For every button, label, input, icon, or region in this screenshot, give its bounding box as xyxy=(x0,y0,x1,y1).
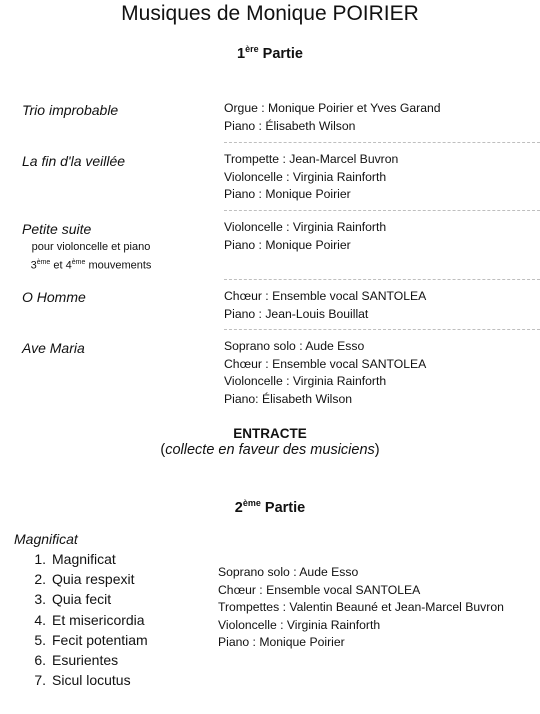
movement-list xyxy=(14,549,148,690)
performer-line: Piano : Monique Poirier xyxy=(218,635,345,649)
list-item: 1. Magnificat xyxy=(34,551,116,567)
performer-line: Violoncelle : Virginia Rainforth xyxy=(224,220,387,234)
performer-line: Chœur : Ensemble vocal SANTOLEA xyxy=(224,289,427,303)
part-1-number: 1 xyxy=(237,45,246,62)
performer-line: Trompette : Jean-Marcel Buvron xyxy=(224,152,399,166)
list-item: 6. Esurientes xyxy=(34,652,119,669)
page-title: Musiques de Monique POIRIER xyxy=(121,2,419,25)
work-subtitle-line: pour violoncelle et piano xyxy=(31,241,151,253)
performer-line: Chœur : Ensemble vocal SANTOLEA xyxy=(218,582,421,597)
part-1-ordinal: ère xyxy=(245,44,259,54)
divider xyxy=(224,142,540,143)
performer-line: Chœur : Ensemble vocal SANTOLEA xyxy=(224,356,427,371)
performer-line: Piano : Monique Poirier xyxy=(224,187,351,201)
list-item: 2. Quia respexit xyxy=(34,571,135,588)
work-title: La fin d'la veillée xyxy=(22,153,126,169)
work-performers xyxy=(224,151,398,204)
intermission-note: (collecte en faveur des musiciens) xyxy=(160,442,380,458)
performer-line: Violoncelle : Virginia Rainforth xyxy=(224,169,387,184)
list-item: 3. Quia fecit xyxy=(34,591,112,608)
performer-line: Soprano solo : Aude Esso xyxy=(218,565,359,579)
work-subtitle xyxy=(16,239,166,274)
work-performers xyxy=(218,564,504,652)
work-performers xyxy=(224,338,426,408)
work-subtitle-movements: 3ème et 4ème mouvements xyxy=(30,259,152,272)
work-performers xyxy=(224,100,441,135)
list-item: 7. Sicul locutus xyxy=(34,672,131,689)
performer-line: Violoncelle : Virginia Rainforth xyxy=(224,374,387,388)
work-title: Trio improbable xyxy=(22,102,119,118)
performer-line: Trompettes : Valentin Beauné et Jean-Marcel Buvron xyxy=(218,600,504,614)
work-title: O Homme xyxy=(22,289,86,305)
performer-line: Piano : Jean-Louis Bouillat xyxy=(224,306,369,321)
work-title: Petite suite xyxy=(22,221,92,237)
divider xyxy=(224,329,540,330)
divider xyxy=(224,279,540,280)
performer-line: Piano : Monique Poirier xyxy=(224,237,351,252)
performer-line: Violoncelle : Virginia Rainforth xyxy=(218,617,381,632)
work-performers xyxy=(224,288,426,323)
performer-line: Soprano solo : Aude Esso xyxy=(224,339,365,353)
part-1-label: Partie xyxy=(262,45,303,62)
work-title: Ave Maria xyxy=(22,340,85,356)
part-2-number: 2 xyxy=(234,499,243,516)
part-2-heading xyxy=(0,498,540,516)
part-1-heading xyxy=(0,44,540,62)
part-2-ordinal: ème xyxy=(242,498,261,508)
performer-line: Piano : Élisabeth Wilson xyxy=(224,118,356,133)
performer-line: Orgue : Monique Poirier et Yves Garand xyxy=(224,101,441,115)
list-item: 5. Fecit potentiam xyxy=(34,631,148,648)
part-2-label: Partie xyxy=(264,499,306,516)
work-title: Magnificat xyxy=(14,531,78,547)
list-item: 4. Et misericordia xyxy=(34,611,145,628)
intermission-heading: ENTRACTE xyxy=(233,426,307,441)
work-performers xyxy=(224,219,386,254)
divider xyxy=(224,210,540,211)
performer-line: Piano: Élisabeth Wilson xyxy=(224,391,353,406)
